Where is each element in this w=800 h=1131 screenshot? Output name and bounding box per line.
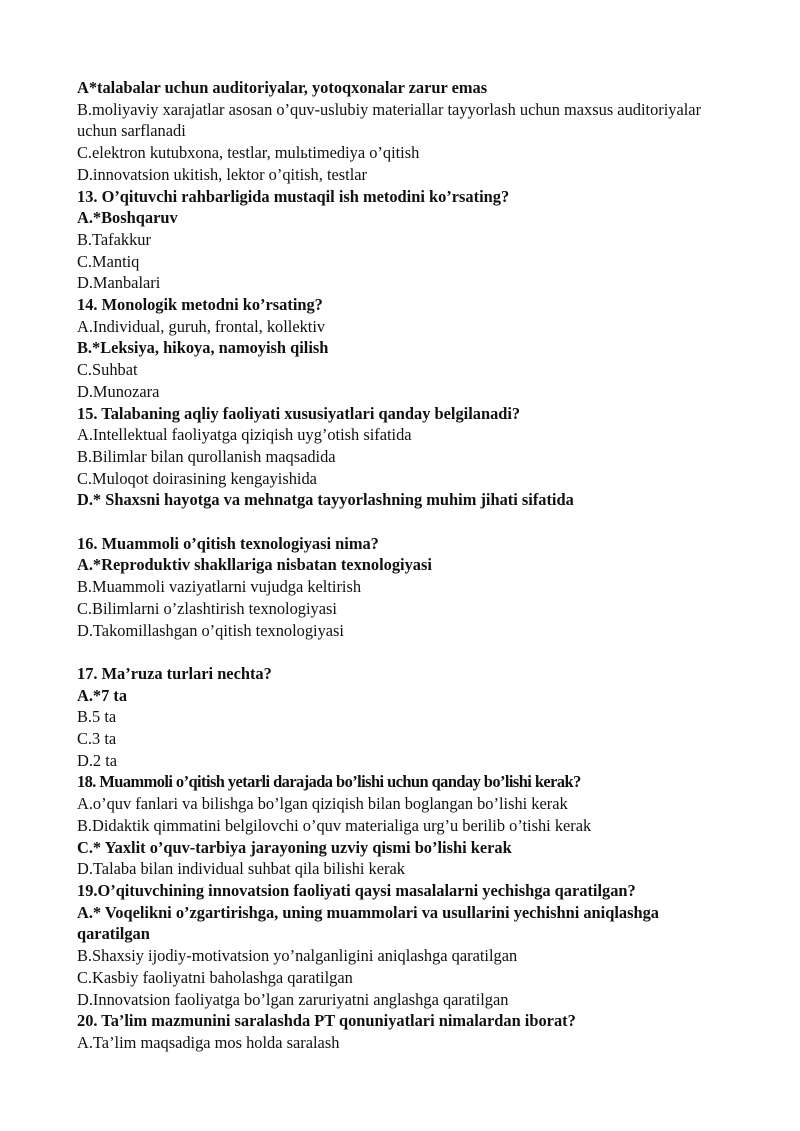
- answer-option: D.Manbalari: [77, 273, 161, 293]
- answer-option: C.elektron kutubxona, testlar, mulьtimediya o’qitish: [77, 143, 420, 163]
- answer-option: C.3 ta: [77, 729, 117, 749]
- answer-option: B.Tafakkur: [77, 229, 151, 249]
- answer-option: A.Ta’lim maqsadiga mos holda saralash: [77, 1032, 340, 1052]
- answer-option: A*talabalar uchun auditoriyalar, yotoqxonalar zarur emas: [77, 78, 488, 97]
- question-17: 17. Ma’ruza turlari nechta?: [77, 663, 272, 683]
- answer-option-correct: B.*Leksiya, hikoya, namoyish qilish: [77, 338, 329, 358]
- answer-option-correct: A.* Voqelikni o’zgartirishga, uning muammolari va usullarini yechishni aniqlashga qaratilgan: [77, 902, 659, 944]
- answer-option: D.Munozara: [77, 381, 160, 401]
- answer-option: A.o’quv fanlari va bilishga bo’lgan qiziqish bilan boglangan bo’lishi kerak: [77, 794, 568, 814]
- answer-option-correct: C.* Yaxlit o’quv-tarbiya jarayoning uzviy qismi bo’lishi kerak: [77, 837, 512, 857]
- question-18: 18. Muammoli o’qitish yetarli darajada bo’lishi uchun qanday bo’lishi kerak?: [77, 772, 581, 792]
- blank-line: [77, 641, 760, 663]
- question-19: 19.O’qituvchining innovatsion faoliyati qaysi masalalarni yechishga qaratilgan?: [77, 880, 636, 900]
- answer-option: B.5 ta: [77, 707, 117, 727]
- question-14: 14. Monologik metodni ko’rsating?: [77, 295, 323, 315]
- question-20: 20. Ta’lim mazmunini saralashda PT qonuniyatlari nimalardan iborat?: [77, 1011, 576, 1031]
- question-13: 13. O’qituvchi rahbarligida mustaqil ish metodini ko’rsating?: [77, 186, 510, 206]
- answer-option: C.Suhbat: [77, 360, 138, 380]
- answer-option-correct: A.*Boshqaruv: [77, 208, 178, 228]
- answer-option: B.Bilimlar bilan qurollanish maqsadida: [77, 446, 336, 466]
- answer-option-correct: A.*7 ta: [77, 685, 128, 705]
- question-16: 16. Muammoli o’qitish texnologiyasi nima?: [77, 533, 379, 553]
- blank-line: [77, 511, 760, 533]
- answer-option-correct: D.* Shaxsni hayotga va mehnatga tayyorlashning muhim jihati sifatida: [77, 490, 574, 510]
- answer-option: D.innovatsion ukitish, lektor o’qitish, testlar: [77, 164, 367, 184]
- answer-option: C.Muloqot doirasining kengayishida: [77, 468, 317, 488]
- answer-option: B.moliyaviy xarajatlar asosan o’quv-uslubiy materiallar tayyorlash uchun maxsus auditoriyalar uchun sarflanadi: [77, 99, 702, 141]
- answer-option: C.Mantiq: [77, 251, 140, 271]
- question-15: 15. Talabaning aqliy faoliyati xususiyatlari qanday belgilanadi?: [77, 403, 521, 423]
- answer-option: D.Takomillashgan o’qitish texnologiyasi: [77, 620, 344, 640]
- answer-option: C.Kasbiy faoliyatni baholashga qaratilgan: [77, 967, 353, 987]
- answer-option: D.2 ta: [77, 750, 118, 770]
- answer-option: B.Didaktik qimmatini belgilovchi o’quv materialiga urg’u berilib o’tishi kerak: [77, 815, 592, 835]
- answer-option: B.Shaxsiy ijodiy-motivatsion yo’nalganligini aniqlashga qaratilgan: [77, 946, 518, 966]
- answer-option: D.Talaba bilan individual suhbat qila bilishi kerak: [77, 859, 405, 879]
- answer-option: D.Innovatsion faoliyatga bo’lgan zaruriyatni anglashga qaratilgan: [77, 989, 509, 1009]
- answer-option: C.Bilimlarni o’zlashtirish texnologiyasi: [77, 598, 337, 618]
- answer-option-correct: A.*Reproduktiv shakllariga nisbatan texnologiyasi: [77, 555, 432, 575]
- answer-option: B.Muammoli vaziyatlarni vujudga keltirish: [77, 577, 362, 597]
- answer-option: A.Individual, guruh, frontal, kollektiv: [77, 316, 326, 336]
- answer-option: A.Intellektual faoliyatga qiziqish uyg’otish sifatida: [77, 425, 412, 445]
